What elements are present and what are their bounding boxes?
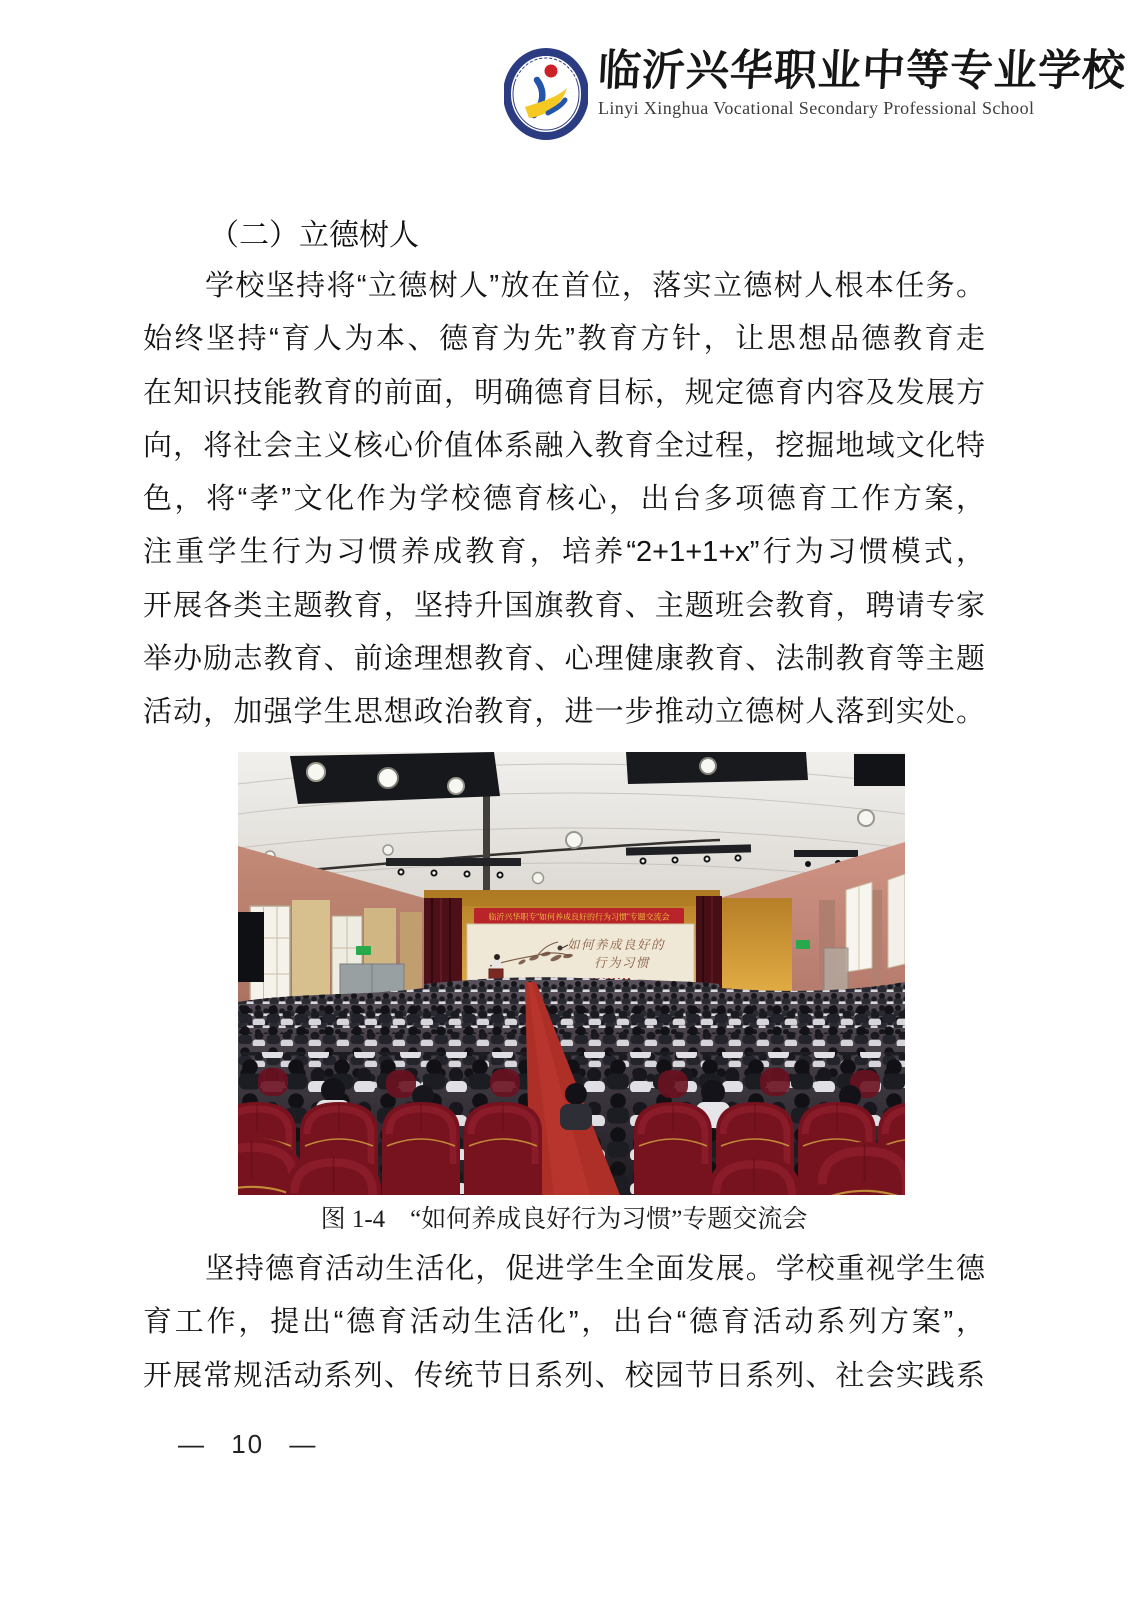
section-heading: （二）立德树人 bbox=[209, 219, 419, 252]
page-header bbox=[504, 48, 1126, 140]
cabinet bbox=[824, 948, 848, 996]
text-line: 开展常规活动系列、传统节日系列、校园节日系列、社会实践系 bbox=[143, 1359, 985, 1392]
text-line: 色，将“孝”文化作为学校德育核心，出台多项德育工作方案， bbox=[143, 483, 985, 516]
school-name-en: Linyi Xinghua Vocational Secondary Professional School bbox=[598, 98, 1035, 119]
wall-speaker bbox=[238, 912, 264, 982]
exit-sign bbox=[356, 946, 371, 955]
text-line: 在知识技能教育的前面，明确德育目标，规定德育内容及发展方 bbox=[143, 376, 985, 409]
paragraph-2 bbox=[143, 1243, 985, 1403]
exit-sign bbox=[796, 940, 810, 949]
ceiling-unit bbox=[626, 752, 808, 784]
text-line: 开展各类主题教育，坚持升国旗教育、主题班会教育，聘请专家 bbox=[143, 589, 985, 622]
paragraph-1 bbox=[143, 260, 985, 740]
screen-title-line1: 如何养成良好的 bbox=[566, 938, 666, 952]
page-number: — 10 — bbox=[178, 1429, 318, 1459]
text-line: 坚持德育活动生活化，促进学生全面发展。学校重视学生德 bbox=[205, 1253, 985, 1285]
screen-title-line2: 行为习惯 bbox=[593, 956, 651, 970]
school-name-zh: 临沂兴华职业中等专业学校 bbox=[596, 46, 1128, 96]
text-line: 学校坚持将“立德树人”放在首位，落实立德树人根本任务。 bbox=[205, 270, 985, 302]
auditorium-photo-illustration bbox=[238, 752, 905, 1195]
text-line: 始终坚持“育人为本、德育为先”教育方针，让思想品德教育走 bbox=[143, 323, 985, 356]
text-line: 向，将社会主义核心价值体系融入教育全过程，挖掘地域文化特 bbox=[143, 429, 985, 462]
school-title-block bbox=[598, 48, 1126, 119]
text-line: 育工作，提出“德育活动生活化”，出台“德育活动系列方案”， bbox=[143, 1306, 985, 1339]
school-logo-icon bbox=[504, 48, 588, 140]
text-line: 活动，加强学生思想政治教育，进一步推动立德树人落到实处。 bbox=[143, 696, 985, 729]
figure-caption: 图 1-4 “如何养成良好行为习惯”专题交流会 bbox=[320, 1206, 808, 1233]
stage-banner-text: 临沂兴华职专“如何养成良好的行为习惯”专题交流会 bbox=[488, 912, 670, 922]
text-line: 注重学生行为习惯养成教育，培养“2+1+1+x”行为习惯模式， bbox=[143, 536, 985, 569]
text-line: 举办励志教育、前途理想教育、心理健康教育、法制教育等主题 bbox=[143, 643, 985, 676]
ceiling-unit bbox=[854, 754, 905, 786]
conference-photo bbox=[238, 752, 905, 1195]
